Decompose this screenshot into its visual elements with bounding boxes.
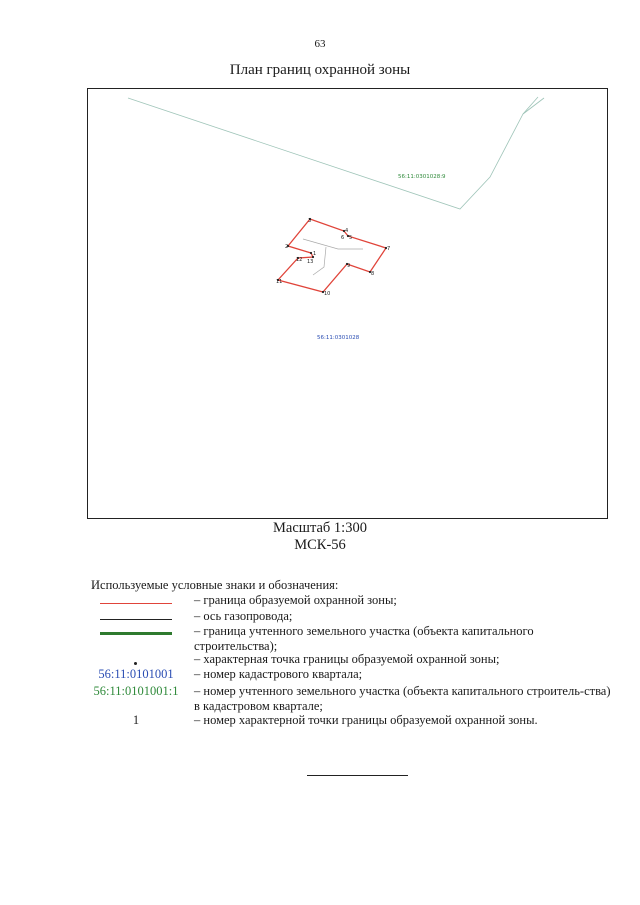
point-marker-1 [310,252,312,254]
legend-item-parcel-number [0,684,640,713]
point-label: 3 [308,218,312,224]
legend-text: – номер характерной точки границы образуемой охранной зоны. [194,713,538,727]
legend-text: – номер учтенного земельного участка (объекта капитального строитель-ства) в кадастровом квартале; [194,684,611,713]
parcel-number-label: 56:11:0301028:9 [398,174,446,180]
point-label: 2 [285,244,289,250]
point-label: 4 [345,228,349,234]
point-label: 11 [276,279,283,285]
legend-text: – граница учтенного земельного участка (объекта капитального строительства); [194,624,534,653]
plan-title: План границ охранной зоны [229,62,411,78]
legend-item-parcel-boundary [0,624,640,653]
legend-title: Используемые условные знаки и обозначения: [91,578,339,592]
map-frame [87,88,608,519]
page-number: 63 [314,38,326,50]
parcel-boundary-segment [523,98,544,114]
legend-text: – характерная точка границы образуемой охранной зоны; [194,652,500,666]
point-label: 13 [307,259,314,265]
boundary-map [88,89,607,518]
black-line-symbol [100,619,172,620]
legend-item-point-number [0,713,640,729]
point-label: 7 [387,246,391,252]
legend-item-point [0,652,640,668]
legend-text: – ось газопровода; [194,609,293,623]
legend-symbol [85,652,187,668]
point-label: 10 [324,291,331,297]
point-label: 6 [341,235,345,241]
point-label: 8 [371,271,375,277]
legend-symbol [85,609,187,625]
point-dot-symbol [134,662,137,665]
legend-text: – граница образуемой охранной зоны; [194,593,397,607]
point-label: 1 [313,251,317,257]
point-label: 9 [347,263,351,269]
legend-item-zone-boundary [0,593,640,609]
parcel-number-symbol: 56:11:0101001:1 [93,684,179,698]
legend-symbol [85,624,187,640]
legend-symbol [85,593,187,609]
quarter-number-symbol: 56:11:0101001 [98,667,174,681]
gas-pipeline-axis [303,239,363,249]
legend-text: – номер кадастрового квартала; [194,667,363,681]
point-label: 12 [296,257,303,263]
legend-item-gas-axis [0,609,640,625]
legend-item-quarter-number [0,667,640,683]
green-line-symbol [100,632,172,635]
point-label: 5 [349,235,353,241]
point-number-symbol: 1 [132,713,140,727]
red-line-symbol [100,603,172,604]
protection-zone-boundary [278,219,386,292]
signature-line [307,775,408,776]
quarter-number-label: 56:11:0301028 [317,335,360,341]
coordinate-system-label: МСК-56 [294,537,346,553]
scale-label: Масштаб 1:300 [273,520,367,536]
parcel-boundary [128,97,538,209]
